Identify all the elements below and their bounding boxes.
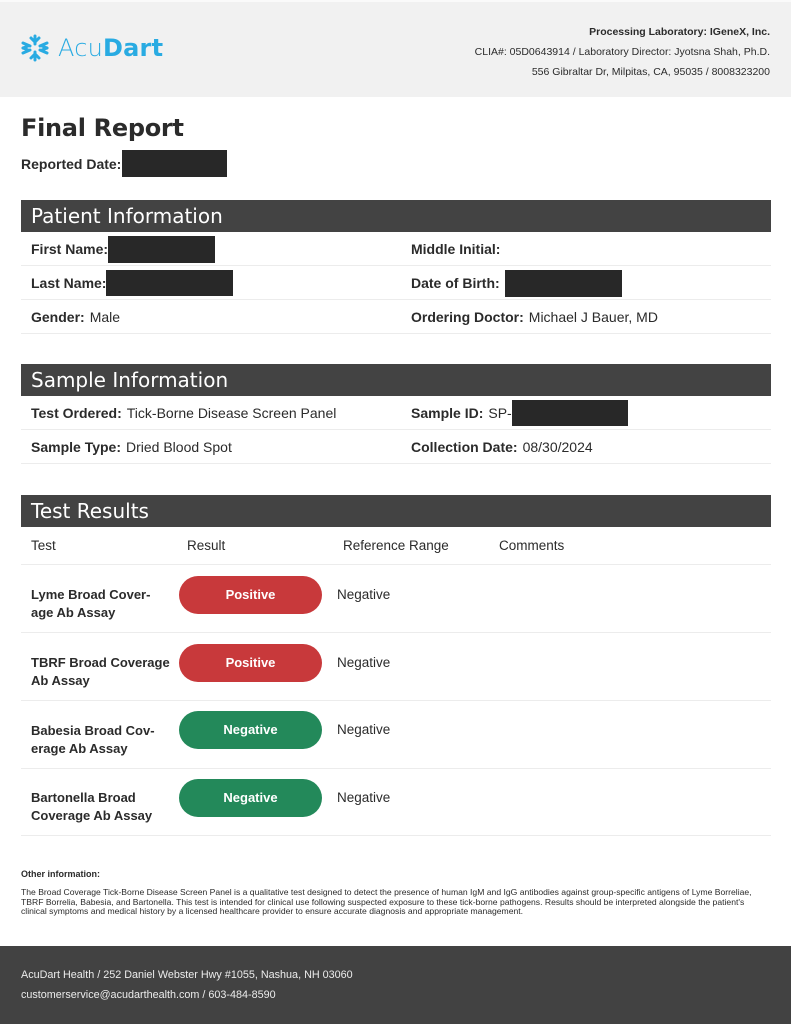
- footer-address: AcuDart Health / 252 Daniel Webster Hwy #1055, Nashua, NH 03060: [21, 969, 353, 981]
- result-badge-negative: Negative: [179, 779, 322, 817]
- test-name-line2: erage Ab Assay: [31, 741, 128, 756]
- test-ordered-value: Tick-Borne Disease Screen Panel: [126, 405, 337, 421]
- table-row: [21, 701, 771, 769]
- lab-clia: CLIA#: 05D0643914 / Laboratory Director: Jyotsna Shah, Ph.D.: [474, 46, 770, 58]
- test-name-line2: age Ab Assay: [31, 605, 116, 620]
- test-name: [31, 722, 171, 758]
- patient-row-gender: [21, 300, 771, 334]
- last-name-label: Last Name:: [31, 275, 107, 291]
- acudart-logo: [20, 32, 163, 63]
- dob-field: [411, 266, 622, 300]
- lab-info: [475, 22, 770, 82]
- footer-contact: customerservice@acudarthealth.com / 603-484-8590: [21, 989, 276, 1001]
- ordering-doctor-field: [411, 300, 658, 334]
- test-name-line1: Babesia Broad Cov-: [31, 723, 155, 738]
- reference-value: Negative: [337, 587, 391, 602]
- logo-text-bold: Dart: [103, 34, 164, 62]
- snowflake-dart-icon: [20, 33, 50, 63]
- ordering-doctor-value: Michael J Bauer, MD: [528, 309, 658, 325]
- test-name-line1: TBRF Broad Coverage: [31, 655, 170, 670]
- middle-initial-label: Middle Initial:: [411, 241, 501, 257]
- gender-label: Gender:: [31, 309, 85, 325]
- patient-info-header: Patient Information: [21, 200, 771, 232]
- reference-value: Negative: [337, 790, 391, 805]
- col-result: Result: [187, 538, 226, 553]
- collection-date-label: Collection Date:: [411, 439, 518, 455]
- middle-initial-field: [411, 232, 505, 266]
- test-name: [31, 586, 171, 622]
- sample-id-label: Sample ID:: [411, 405, 484, 421]
- result-badge-positive: Positive: [179, 576, 322, 614]
- redacted-dob: [505, 270, 622, 297]
- patient-row-names: [21, 232, 771, 266]
- col-test: Test: [31, 538, 56, 553]
- sample-id-prefix: SP-: [488, 405, 512, 421]
- logo-wordmark: [58, 32, 163, 63]
- test-name: [31, 654, 171, 690]
- reference-value: Negative: [337, 722, 391, 737]
- report-header: [0, 2, 791, 97]
- sample-row-test: [21, 396, 771, 430]
- result-badge-positive: Positive: [179, 644, 322, 682]
- sample-type-field: [31, 430, 232, 464]
- sample-id-field: [411, 396, 628, 430]
- gender-field: [31, 300, 120, 334]
- redacted-reported-date: [122, 150, 227, 177]
- ordering-doctor-label: Ordering Doctor:: [411, 309, 524, 325]
- test-results-header: Test Results: [21, 495, 771, 527]
- collection-date-field: [411, 430, 593, 464]
- test-name-line2: Coverage Ab Assay: [31, 808, 153, 823]
- lab-name: Processing Laboratory: IGeneX, Inc.: [589, 26, 770, 38]
- table-row: [21, 768, 771, 836]
- first-name-field: [31, 232, 215, 266]
- page-title: Final Report: [21, 114, 184, 142]
- results-table-header: [21, 527, 771, 565]
- table-row: [21, 565, 771, 633]
- report-footer: [0, 946, 791, 1024]
- test-ordered-field: [31, 396, 336, 430]
- sample-type-value: Dried Blood Spot: [126, 439, 232, 455]
- redacted-first-name: [108, 236, 215, 263]
- dob-label: Date of Birth:: [411, 275, 500, 291]
- reference-value: Negative: [337, 655, 391, 670]
- sample-info-header: Sample Information: [21, 364, 771, 396]
- logo-text-light: Acu: [58, 34, 104, 62]
- sample-row-type: [21, 430, 771, 464]
- test-name-line2: Ab Assay: [31, 673, 90, 688]
- other-info-title: Other information:: [21, 869, 100, 879]
- patient-row-lastname: [21, 266, 771, 300]
- gender-value: Male: [89, 309, 121, 325]
- other-info-text: The Broad Coverage Tick-Borne Disease Screen Panel is a qualitative test designed to detect the presence of human IgM and IgG antibodies against group-specific antigens of Lyme Borreliae, TBRF Borrelia, Babesia, and Bartonella. This test is intended for clinical use following suspected exposure to these tick-borne pathogens. Results should be interpreted alongside the patient's clinical symptoms and medical history by a licensed healthcare provider to ensure accurate diagnosis and appropriate management.: [21, 887, 752, 916]
- test-name: [31, 789, 171, 825]
- redacted-sample-id: [512, 400, 628, 426]
- table-row: [21, 633, 771, 701]
- reported-date-label: Reported Date:: [21, 155, 122, 172]
- collection-date-value: 08/30/2024: [522, 439, 593, 455]
- result-badge-negative: Negative: [179, 711, 322, 749]
- redacted-last-name: [106, 270, 233, 296]
- test-name-line1: Lyme Broad Cover-: [31, 587, 151, 602]
- lab-address: 556 Gibraltar Dr, Milpitas, CA, 95035 / 8008323200: [531, 66, 770, 78]
- last-name-field: [31, 266, 233, 300]
- first-name-label: First Name:: [31, 241, 109, 257]
- reported-date: [21, 150, 227, 177]
- sample-type-label: Sample Type:: [31, 439, 121, 455]
- col-comments: Comments: [499, 538, 565, 553]
- test-name-line1: Bartonella Broad: [31, 790, 136, 805]
- test-ordered-label: Test Ordered:: [31, 405, 122, 421]
- col-reference-range: Reference Range: [343, 538, 449, 553]
